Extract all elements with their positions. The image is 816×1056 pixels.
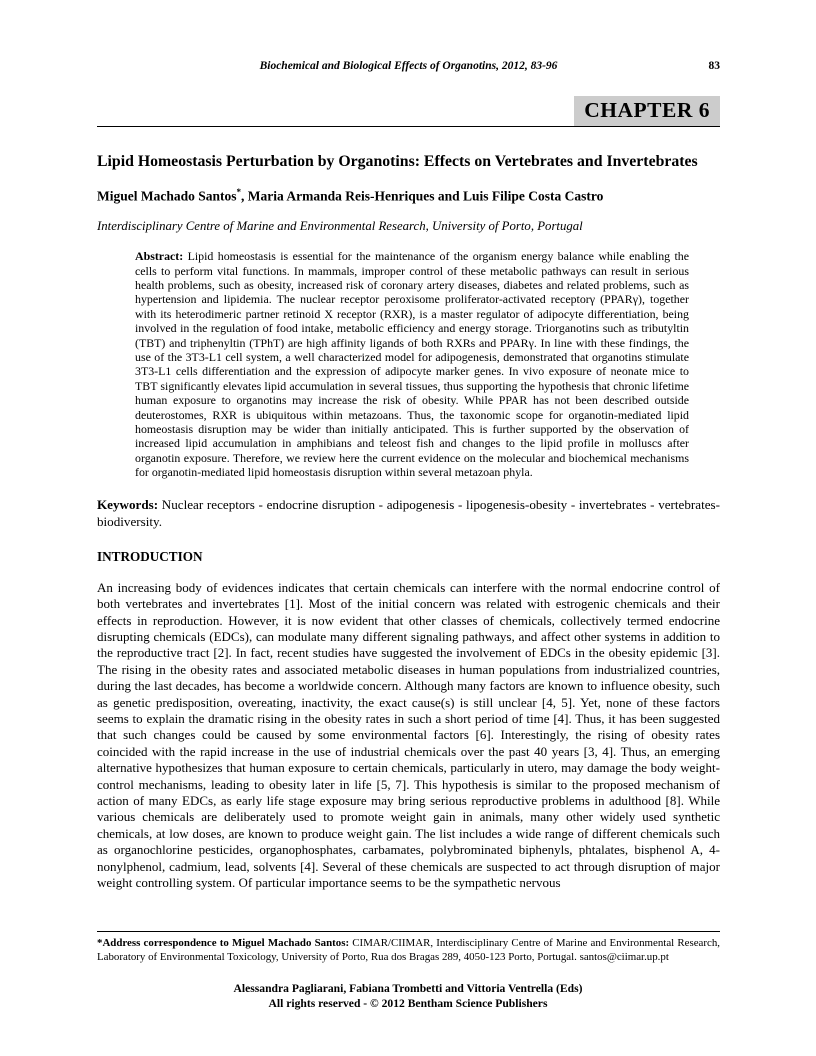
article-title: Lipid Homeostasis Perturbation by Organotins: Effects on Vertebrates and Invertebrates xyxy=(97,153,698,170)
running-title: Biochemical and Biological Effects of Organotins, 2012, 83-96 xyxy=(259,60,558,72)
introduction-paragraph: An increasing body of evidences indicates that certain chemicals can interfere with the normal endocrine control of both vertebrates and invertebrates [1]. Most of the initial concern was related with estrogenic chemicals and their effects in reproduction. However, it is now evident that other classes of chemicals, collectively termed endocrine disrupting chemicals (EDCs), can modulate many different signaling pathways, and affect other systems in addition to the reproductive tract [2]. In fact, recent studies have suggested the involvement of EDCs in the obesity epidemic [3]. The rising in the obesity rates and associated metabolic diseases in human populations from industrialized countries, during the last decades, has become a worldwide concern. Although many factors are known to influence obesity, such as genetic predisposition, overeating, inactivity, the exact cause(s) is still unclear [4, 5]. Yet, none of these factors seems to explain the dramatic rising in the obesity rates in such a short period of time [4]. Thus, it has been suggested that such changes could be caused by some environmental factors [6]. Interestingly, the rising of obesity rates coincided with the rapid increase in the use of industrial chemicals over the past 40 years [3, 4]. Thus, an emerging alternative hypothesizes that human exposure to certain chemicals, particularly in utero, may damage the body weight-control mechanisms, leading to obesity later in life [5, 7]. This hypothesis is similar to the proposed mechanism of action of many EDCs, as early life stage exposure may bring serious reproductive problems in adulthood [8]. While various chemicals are deliberately used to promote weight gain in animals, many other widely used synthetic chemicals, at low doses, are known to produce weight gain. The list includes a wide range of different chemicals such as organochlorine pesticides, organophosphates, carbamates, polybrominated biphenyls, phtalates, bisphenol A, 4-nonylphenol, cadmium, lead, solvents [4]. Several of these chemicals are suspected to act through disruption of major weight controlling system. Of particular importance seems to be the sympathetic nervous xyxy=(97,579,720,890)
keywords-label: Keywords: xyxy=(97,496,159,512)
author-primary: Miguel Machado Santos xyxy=(97,188,237,204)
chapter-label: CHAPTER 6 xyxy=(574,96,720,126)
correspondence-footnote xyxy=(97,931,720,965)
footnote-text: CIMAR/CIIMAR, Interdisciplinary Centre of Marine and Environmental Research, Laboratory of Environmental Toxicology, University of Porto, Rua dos Bragas 289, 4050-123 Porto, Portugal. santos@ciimar.up.pt xyxy=(97,937,720,963)
keywords-block xyxy=(97,496,720,530)
page-number: 83 xyxy=(708,60,720,72)
abstract-label: Abstract: xyxy=(135,249,184,264)
page-footer xyxy=(0,981,816,1015)
running-header xyxy=(97,60,720,75)
abstract-block xyxy=(135,249,689,480)
affiliation: Interdisciplinary Centre of Marine and Environmental Research, University of Porto, Portugal xyxy=(97,219,583,234)
footnote-label: *Address correspondence to Miguel Machado Santos: xyxy=(97,937,350,949)
authors-rest: , Maria Armanda Reis-Henriques and Luis Filipe Costa Castro xyxy=(241,188,604,204)
authors-line xyxy=(97,187,720,205)
abstract-text: Lipid homeostasis is essential for the maintenance of the organism energy balance while enabling the cells to perform vital functions. In mammals, improper control of these metabolic pathways can result in serious health problems, such as obesity, increased risk of coronary artery diseases, diabetes and related problems, such as hypertension and lipidemia. The nuclear receptor peroxisome proliferator-activated receptorγ (PPARγ), together with its heterodimeric partner retinoid X receptor (RXR), is a master regulator of adipocyte differentiation, being involved in the regulation of food intake, metabolic efficiency and energy storage. Triorganotins such as tributyltin (TBT) and triphenyltin (TPhT) are high affinity ligands of both RXRs and PPARγ. In line with these findings, the use of the 3T3-L1 cell system, a well characterized model for adipogenesis, demonstrated that organotins stimulate 3T3-L1 cells differentiation and the expression of adipocyte marker genes. In vivo exposure of neonate mice to TBT significantly elevates lipid accumulation in several tissues, thus supporting the hypothesis that chronic lifetime human exposure to organotins may increase the risk of obesity. While PPAR has not been described outside deuterostomes, RXR is ubiquitous within metazoans. Thus, the taxonomic scope for organotin-mediated lipid homeostasis disruption may be wider than initially anticipated. This is further supported by the observation of increased lipid accumulation in amphibians and teleost fish and changes to the lipid profile in molluscs after organotin exposure. Therefore, we review here the current evidence on the molecular and biochemical mechanisms for organotin-mediated lipid homeostasis disruption within several metazoan phyla. xyxy=(135,249,689,480)
keywords-text: Nuclear receptors - endocrine disruption - adipogenesis - lipogenesis-obesity - invertebrates - vertebrates-biodiversity. xyxy=(97,496,720,529)
chapter-banner xyxy=(97,96,720,127)
correspondence-asterisk: * xyxy=(236,186,242,197)
section-heading-introduction: INTRODUCTION xyxy=(97,548,203,564)
footer-rights: All rights reserved - © 2012 Bentham Science Publishers xyxy=(268,997,548,1010)
footer-editors: Alessandra Pagliarani, Fabiana Trombetti and Vittoria Ventrella (Eds) xyxy=(233,982,583,995)
